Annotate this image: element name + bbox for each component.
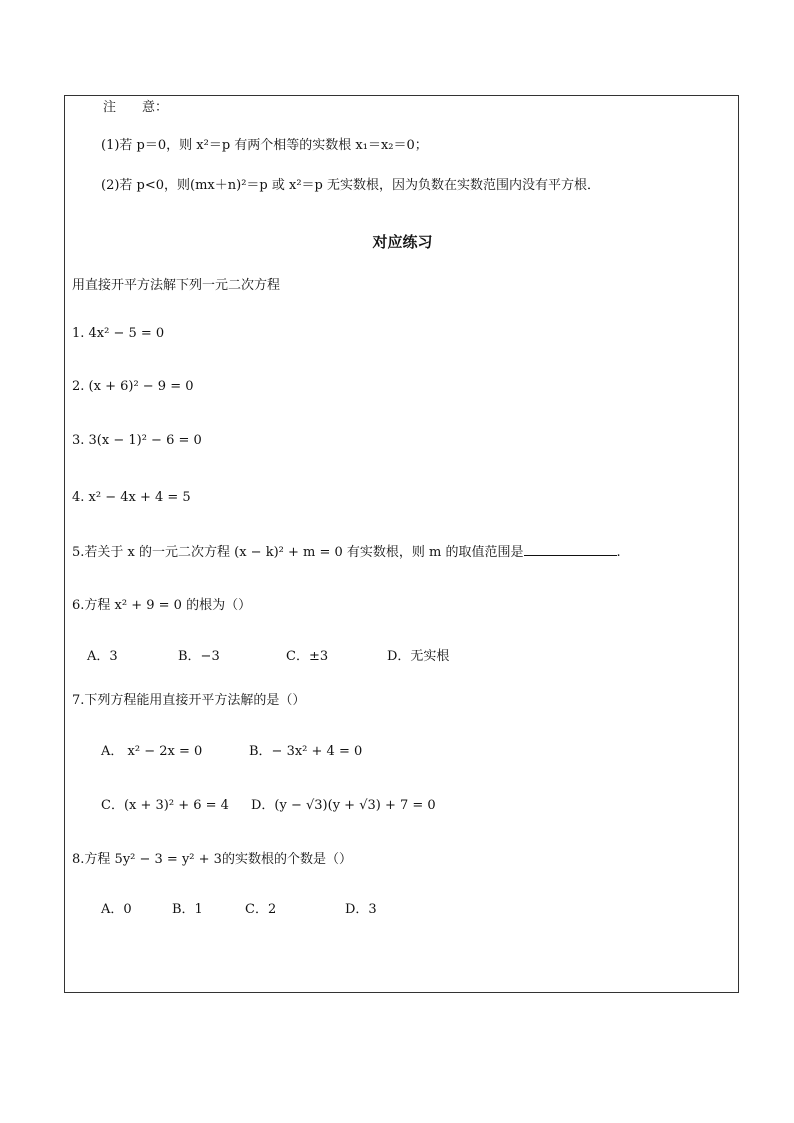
problem-5 — [72, 543, 621, 561]
choice-7-d: D．(y − √3)(y + √3) + 7 = 0 — [251, 798, 436, 813]
choice-7-c: C．(x + 3)² + 6 = 4 — [101, 798, 229, 813]
instruction: 用直接开平方法解下列一元二次方程 — [72, 278, 281, 293]
choice-7-b: B．− 3x² + 4 = 0 — [249, 744, 363, 759]
problem-4: 4. x² − 4x + 4 = 5 — [72, 490, 191, 505]
note-2: (2)若 p<0，则(mx＋n)²＝p 或 x²＝p 无实数根，因为负数在实数范围内没有平方根． — [101, 178, 601, 193]
choice-6-b: B．−3 — [178, 649, 220, 664]
problem-6: 6.方程 x² + 9 = 0 的根为（） — [72, 598, 252, 613]
section-title: 对应练习 — [372, 233, 433, 251]
problem-5-text-after: 有实数根，则 m 的取值范围是 — [346, 545, 524, 560]
answer-blank[interactable] — [524, 543, 617, 556]
choice-6-c: C．±3 — [286, 649, 329, 664]
content-frame — [64, 95, 739, 993]
choice-7-a: A． x² − 2x = 0 — [101, 744, 203, 759]
note-header: 注 意： — [103, 100, 169, 115]
choice-8-d: D．3 — [345, 902, 377, 917]
problem-1: 1. 4x² − 5 = 0 — [72, 326, 165, 341]
problem-5-equation: (x − k)² + m = 0 — [234, 545, 343, 560]
problem-8-text-before: 8.方程 — [72, 852, 111, 867]
problem-5-text-before: 5.若关于 x 的一元二次方程 — [72, 545, 230, 560]
choice-8-a: A．0 — [101, 902, 132, 917]
note-1: (1)若 p＝0，则 x²＝p 有两个相等的实数根 x₁＝x₂＝0； — [101, 138, 428, 153]
problem-7: 7.下列方程能用直接开平方法解的是（） — [72, 693, 306, 708]
problem-3: 3. 3(x − 1)² − 6 = 0 — [72, 433, 202, 448]
problem-5-end: . — [616, 545, 621, 560]
problem-8 — [72, 852, 352, 868]
choice-6-a: A．3 — [87, 649, 118, 664]
choice-8-c: C．2 — [245, 902, 277, 917]
choice-8-b: B．1 — [172, 902, 203, 917]
problem-2: 2. (x + 6)² − 9 = 0 — [72, 379, 194, 394]
choice-6-d: D．无实根 — [387, 649, 450, 664]
problem-8-text-after: 的实数根的个数是（） — [221, 852, 352, 867]
problem-8-equation: 5y² − 3 = y² + 3 — [114, 852, 222, 867]
